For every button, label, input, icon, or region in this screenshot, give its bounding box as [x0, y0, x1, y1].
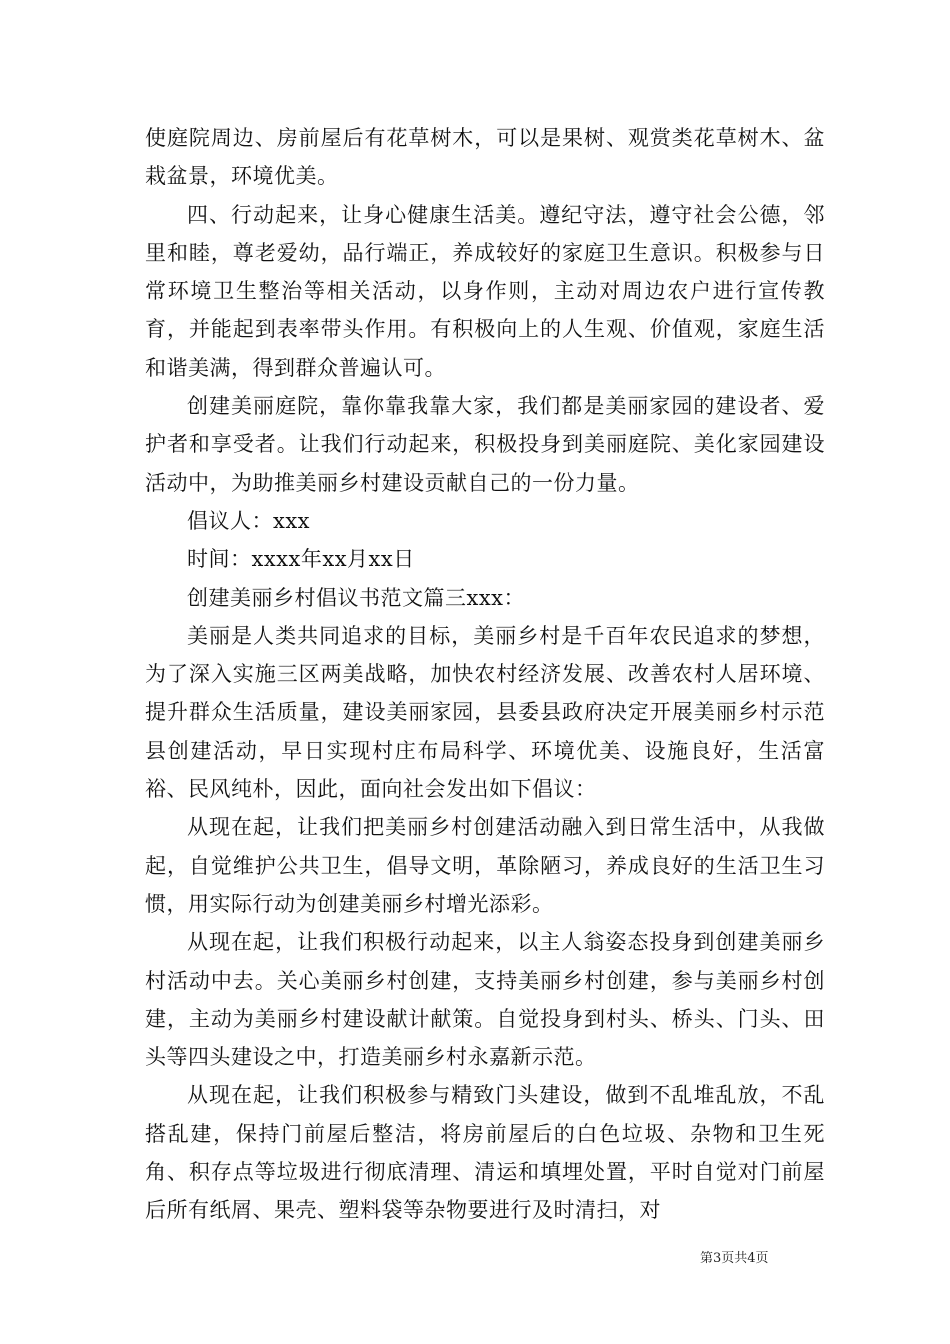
paragraph-item-four: 四、行动起来，让身心健康生活美。遵纪守法，遵守社会公德，邻里和睦，尊老爱幼，品行端正，养成较好的家庭卫生意识。积极参与日常环境卫生整治等相关活动，以身作则，主动对周边农户进行宣传教育，并能起到表率带头作用。有积极向上的人生观、价值观，家庭生活和谐美满，得到群众普遍认可。: [145, 202, 825, 380]
body-text: [145, 119, 825, 1230]
proposer-line: 倡议人：xxx: [187, 508, 311, 533]
date-line: 时间：xxxx年xx月xx日: [187, 547, 415, 572]
section-heading: 创建美丽乡村倡议书范文篇三xxx：: [187, 585, 526, 610]
paragraph-continuation: 使庭院周边、房前屋后有花草树木，可以是果树、观赏类花草树木、盆栽盆景，环境优美。: [145, 126, 825, 189]
page-number: 第3页共4页: [700, 1251, 769, 1266]
paragraph-proposal-one: 从现在起，让我们把美丽乡村创建活动融入到日常生活中，从我做起，自觉维护公共卫生，倡导文明，革除陋习，养成良好的生活卫生习惯，用实际行动为创建美丽乡村增光添彩。: [145, 815, 825, 916]
paragraph-intro: 美丽是人类共同追求的目标，美丽乡村是千百年农民追求的梦想，为了深入实施三区两美战略，加快农村经济发展、改善农村人居环境、提升群众生活质量，建设美丽家园，县委县政府决定开展美丽乡村示范县创建活动，早日实现村庄布局科学、环境优美、设施良好，生活富裕、民风纯朴，因此，面向社会发出如下倡议：: [145, 623, 825, 802]
paragraph-closing-call: 创建美丽庭院，靠你靠我靠大家，我们都是美丽家园的建设者、爱护者和享受者。让我们行动起来，积极投身到美丽庭院、美化家园建设活动中，为助推美丽乡村建设贡献自己的一份力量。: [145, 394, 825, 495]
paragraph-proposal-two: 从现在起，让我们积极行动起来，以主人翁姿态投身到创建美丽乡村活动中去。关心美丽乡村创建，支持美丽乡村创建，参与美丽乡村创建，主动为美丽乡村建设献计献策。自觉投身到村头、桥头、门头、田头等四头建设之中，打造美丽乡村永嘉新示范。: [145, 930, 825, 1070]
paragraph-proposal-three: 从现在起，让我们积极参与精致门头建设，做到不乱堆乱放，不乱搭乱建，保持门前屋后整洁，将房前屋后的白色垃圾、杂物和卫生死角、积存点等垃圾进行彻底清理、清运和填埋处置，平时自觉对门前屋后所有纸屑、果壳、塑料袋等杂物要进行及时清扫，对: [145, 1083, 825, 1223]
